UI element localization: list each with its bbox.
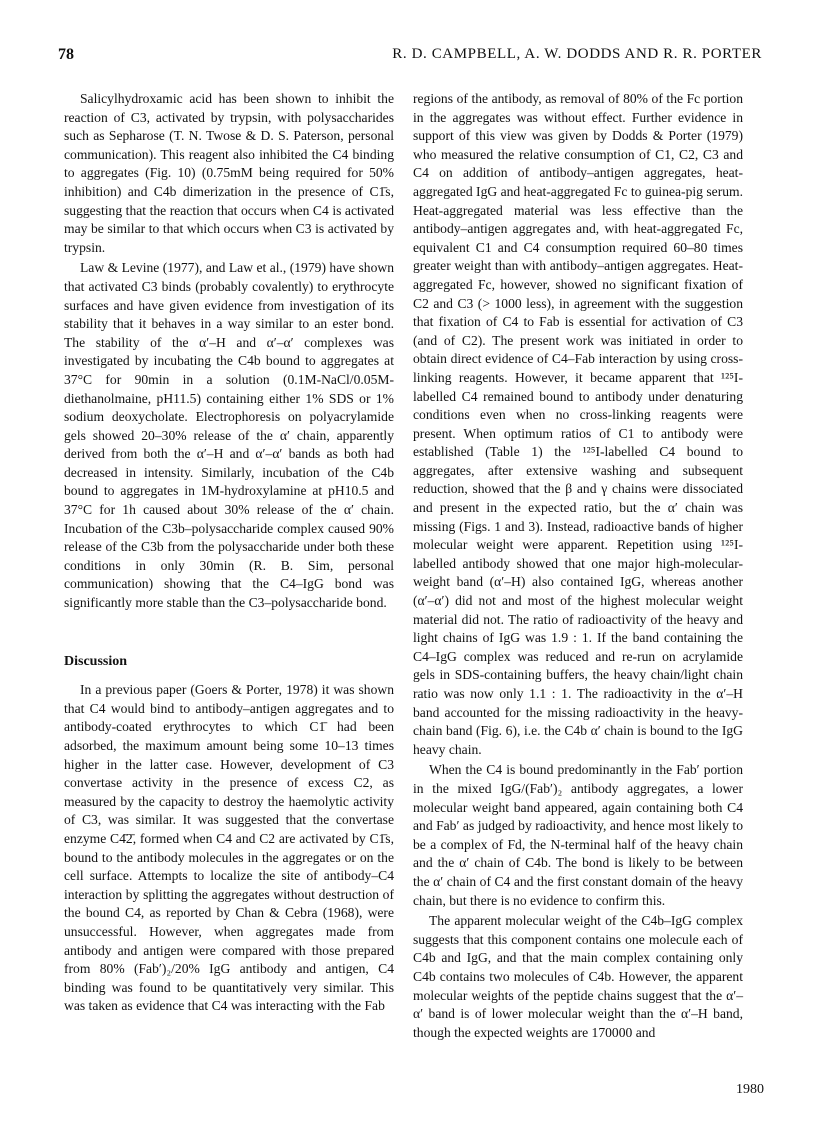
paragraph: Salicylhydroxamic acid has been shown to inhibit the reaction of C3, activated by trypsin, with polysaccharides such as Sepharose (T. N. Twose & D. S. Paterson, personal communication). This reagent also inhibited the C4 binding to aggregates (Fig. 10) (0.75mM being required for 50% inhibition) and C4b dimerization in the presence of C1̄s, suggesting that the reaction that occurs when C4 is activated may be similar to that which occurs when C3 is activated by trypsin. [64, 91, 394, 255]
page-header [58, 46, 762, 68]
paragraph: When the C4 is bound predominantly in the Fab′ portion in the mixed IgG/(Fab′)₂ antibody aggregates, a lower molecular weight band appeared, again containing both C4 and Fab′ as judged by radioactivity, and hence most likely to be a complex of Fd, the N-terminal half of the heavy chain and the α′ chain of C4b. The bond is likely to be between the α′ chain of C4 and the first constant domain of the heavy chain, but there is no evidence to confirm this. [413, 762, 743, 908]
page-number: 78 [58, 46, 74, 63]
section-heading: Discussion [64, 653, 128, 669]
paragraph: Law & Levine (1977), and Law et al., (1979) have shown that activated C3 binds (probably covalently) to erythrocyte surfaces and have given evidence from investigation of its stability that it behaves in a way similar to an ester bond. The stability of the α′–H and α′–α′ complexes was investigated by incubating the C4b bound to aggregates at 37°C for 90min in a solution (0.1M-NaCl/0.05M-diethanolmaine, pH11.5) containing either 1% SDS or 1% sodium deoxycholate. Electrophoresis on polyacrylamide gels showed 20–30% release of the α′ chain, apparently derived from both the α′–H and α′–α′ bands as both had decreased in intensity. Similarly, incubation of the C4b bound to aggregates in 1M-hydroxylamine at pH10.5 and 37°C for 1h caused about 30% release of the α′ chain. Incubation of the C3b–polysaccharide complex caused 90% release of the C3b from the polysaccharide under both these conditions in only 30min (R. B. Sim, personal communication) showing that the C4–IgG bond was significantly more stable than the C3–polysaccharide bond. [64, 260, 394, 611]
paragraph: regions of the antibody, as removal of 80% of the Fc portion in the aggregates was without effect. Further evidence in support of this view was given by Dodds & Porter (1979) who measured the relative consumption of C1, C2, C3 and C4 on addition of antibody–antigen aggregates, heat-aggregated IgG and heat-aggregated Fc to guinea-pig serum. Heat-aggregated material was less effective than the antibody–antigen aggregates and, with heat-aggregated Fc, equivalent C1 and C4 consumption required 60–80 times greater weight than with antibody–antigen aggregates. Heat-aggregated Fc, however, showed no significant fixation of C2 and C3 (> 1000 less), in agreement with the suggestion that fixation of C4 to Fab is essential for activation of C3 (and of C2). The present work was initiated in order to obtain direct evidence of C4–Fab interaction by using cross-linking reagents. However, it became apparent that ¹²⁵I-labelled C4 remained bound to antibody under denaturing conditions even when no cross-linking reagents were present. When optimum ratios of C1 to antibody were established (Table 1) the ¹²⁵I-labelled C4 bound to aggregates, after extensive washing and subsequent reduction, showed that the β and γ chains were dissociated and present in the expected ratio, but the α′ chain was missing (Figs. 1 and 3). Instead, radioactive bands of higher molecular weight were apparent. Repetition using ¹²⁵I-labelled antibody showed that one major high-molecular-weight band (α′–H) also contained IgG, whereas another (α′–α′) did not and most of the highest molecular weight material did not. The ratio of radioactivity of the heavy and light chains of IgG was 1.9 : 1. If the band containing the C4–IgG complex was reduced and re-run on acrylamide gels in SDS-containing buffers, the heavy chain/light chain ratio was now only 1.1 : 1. The radioactivity in the α′–H band accounted for the missing radioactivity in the heavy-chain band (Fig. 6), i.e. the C4b α′ chain is bound to the IgG heavy chain. [413, 91, 743, 757]
footer-year: 1980 [736, 1082, 764, 1097]
paragraph: In a previous paper (Goers & Porter, 1978) it was shown that C4 would bind to antibody–antigen aggregates and to antibody-coated erythrocytes to which C1̄ had been adsorbed, the maximum amount being some 10–13 times higher in the latter case. However, development of C3 convertase activity in the presence of excess C2, as measured by the capacity to destroy the haemolytic activity of C3, was similar. It was suggested that the convertase enzyme C4̄2̄, formed when C4 and C2 are activated by C1̄s, bound to the antibody molecules in the aggregates or on the cell surface. Attempts to localize the site of antibody–C4 interaction by splitting the aggregates without destruction of the bound C4, as reported by Chan & Cebra (1968), were unsuccessful. However, when aggregates made from antibody and antigen were compared with those prepared from 80% (Fab′)₂/20% IgG antibody and antigen, C4 binding was found to be quantitatively very similar. This was taken as evidence that C4 was interacting with the Fab [64, 682, 394, 1014]
running-head: R. D. CAMPBELL, A. W. DODDS AND R. R. PORTER [392, 46, 762, 62]
left-column [64, 90, 394, 1016]
right-column [413, 90, 743, 1042]
paragraph: The apparent molecular weight of the C4b–IgG complex suggests that this component contains one molecule each of C4b and IgG, and that the main complex containing only C4b contains two molecules of C4b. However, the apparent molecular weights of the peptide chains suggest that the α′–α′ band is of lower molecular weight than the α′–H band, though the expected weights are 170000 and [413, 913, 743, 1040]
